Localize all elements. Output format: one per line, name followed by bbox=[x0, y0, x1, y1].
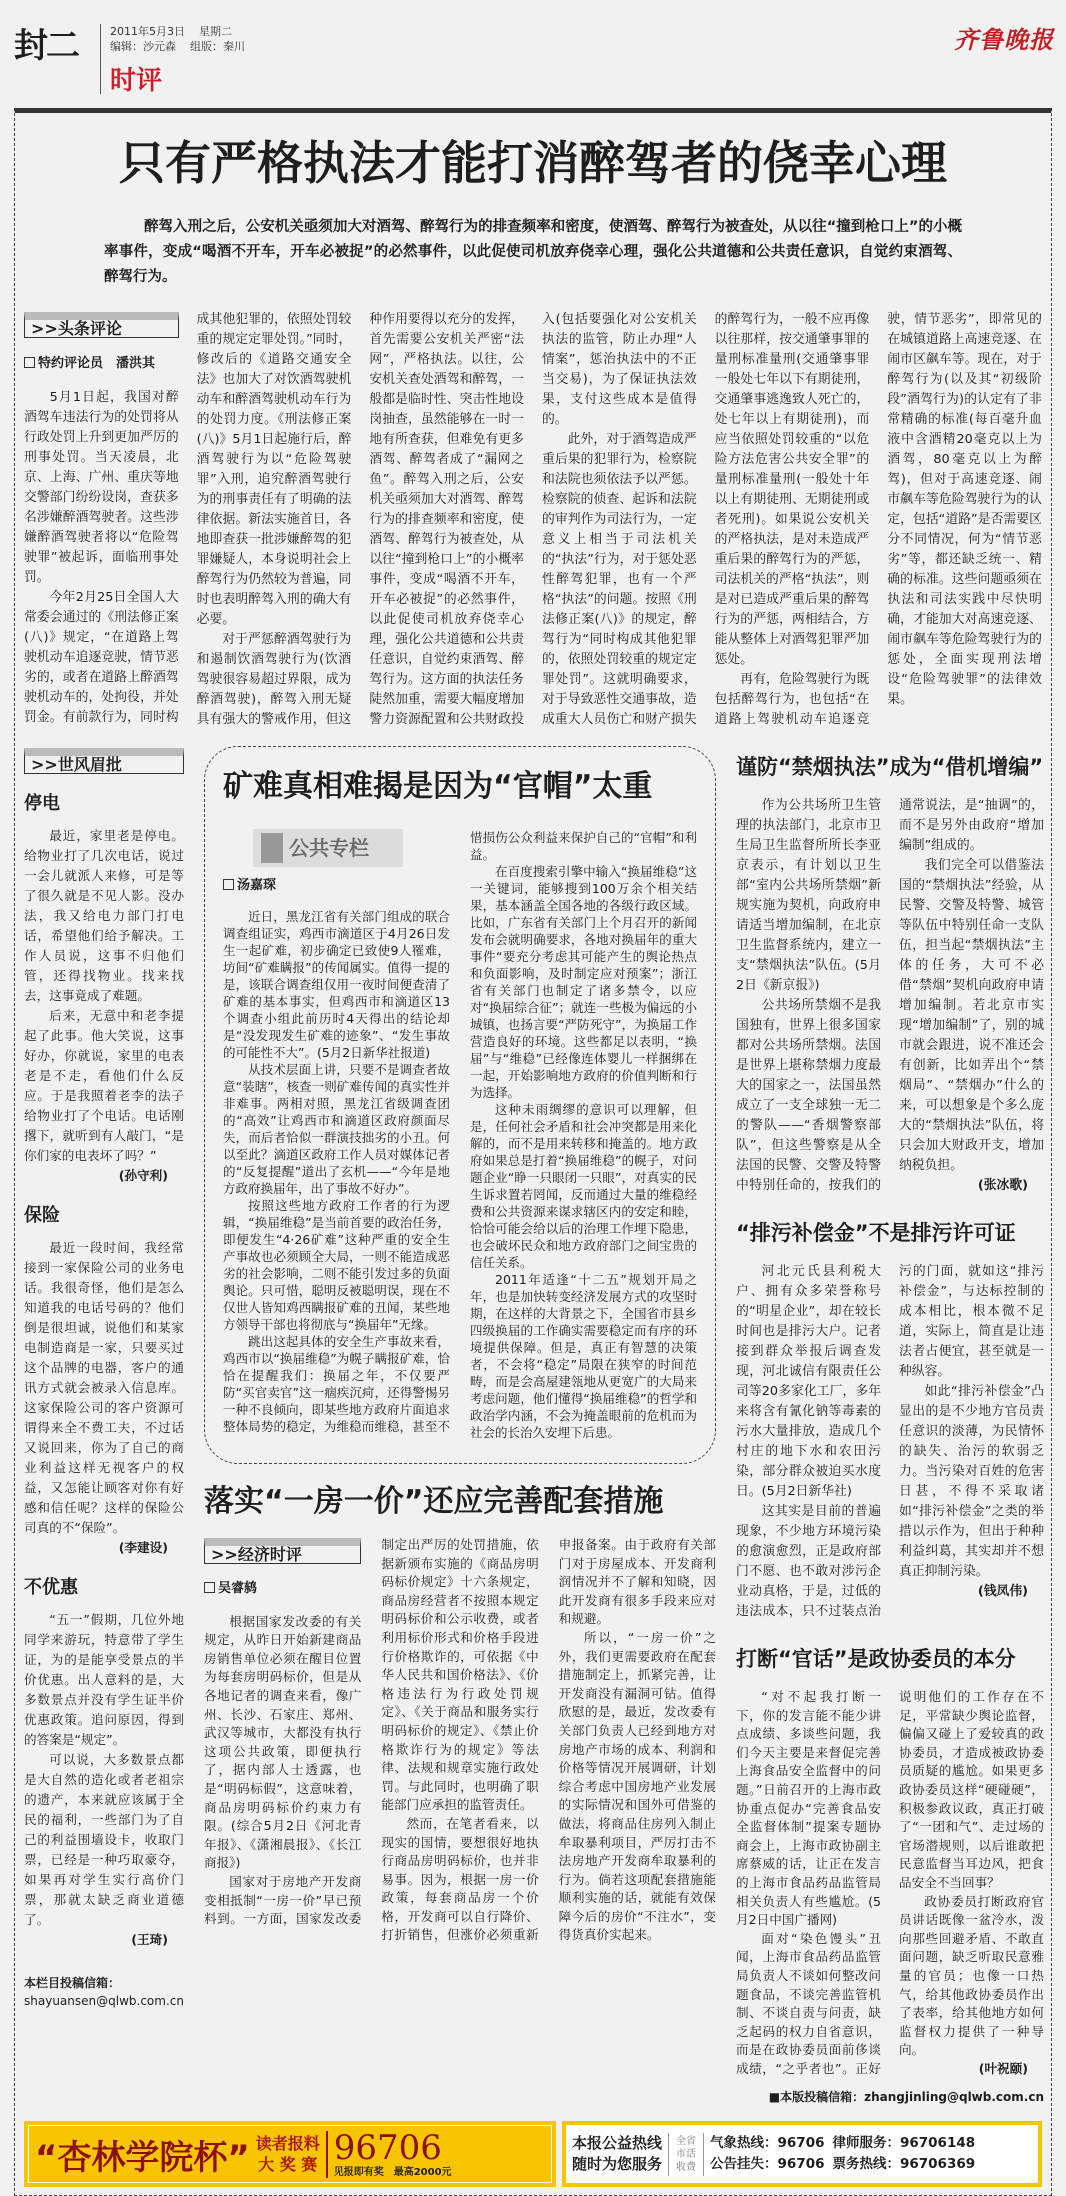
submission-email[interactable]: shayuansen@qlwb.com.cn bbox=[24, 1994, 184, 2008]
page-frame bbox=[14, 108, 1052, 2196]
talk-article-title: 打断“官话”是政协委员的本分 bbox=[736, 1647, 1016, 1671]
author: (叶祝颐) bbox=[978, 2060, 1028, 2076]
paragraph: 河北元氏县利税大户、拥有众多荣誉称号的“明星企业”，却在较长时间也是排污大户。记者接到群众举报后调查发现，河北诚信有限责任公司等20多家化工厂，多年来将含有氰化钠等毒素的污水大量排放，造成几个村庄的地下水和农田污染，部分群众被迫买水度日。(5月2日新华社) bbox=[736, 1264, 881, 1499]
hotline-ad bbox=[562, 2121, 1042, 2187]
byline-text: 特约评论员 潘洪其 bbox=[38, 356, 156, 371]
headline-body bbox=[24, 310, 1042, 730]
paragraph: 按照这些地方政府工作者的行为逻辑，“换届维稳”是当前首要的政治任务，即便发生“4·26矿难”这种严重的安全生产事故也必须顾全大局，一则不能造成恶劣的社会影响，二则不能引发过多的负面舆论。只可惜，聪明反被聪明误，现在不仅世人皆知鸡西瞒报矿难的丑闻，某些地方领导干部也将彻底与“换届年”无缘。 bbox=[223, 1198, 450, 1332]
author: (李建设) bbox=[118, 1540, 168, 1555]
center-column bbox=[204, 746, 716, 1945]
contest-subtitle bbox=[256, 2133, 320, 2175]
paragraph: 如此“排污补偿金”凸显出的是不少地方官员责任意识的淡薄，为民情怀的缺失、治污的软弱乏力。当污染对百姓的危害日甚，不得不采取诸如“排污补偿金”之类的举措以示作为，但出于种种利益纠葛，其实却并不想真正抑制污染。 bbox=[899, 1384, 1044, 1579]
featured-article-title: 矿难真相难揭是因为“官帽”太重 bbox=[223, 769, 653, 804]
byline bbox=[223, 877, 450, 894]
paragraph: 这种未雨绸缪的意识可以理解，但是，任何社会矛盾和社会冲突都是用来化解的，而不是用来转移和掩盖的。地方政府如果总是打着“换届维稳”的幌子，对问题企业“睁一只眼闭一只眼”，对真实的民生诉求置若罔闻，反而通过大量的维稳经费和公共资源来谋求辖区内的安定和睦，恰恰可能会给以后的治理工作埋下隐患，也会破坏民众和地方政府部门之间宝贵的信任关系。 bbox=[470, 1102, 697, 1270]
layout-editor: 组版：秦川 bbox=[190, 40, 245, 53]
house-article-title: 落实“一房一价”还应完善配套措施 bbox=[204, 1484, 664, 1519]
smoke-article-body bbox=[736, 796, 1044, 1196]
author: (孙守利) bbox=[118, 1168, 168, 1183]
paragraph: 今年2月25日全国人大常委会通过的《刑法修正案(八)》规定，“在道路上驾驶机动车追逐竞驶，情节恶劣的，或者在道路上醉酒驾驶机动车的，处拘役，并处罚金。有前款行为，同时构成其他犯罪的，依照处罚较重的规定定罪处罚。”同时，修改后的《道路交通安全法》也加大了对饮酒驾驶机动车和醉酒驾驶机动车行为的处罚力度。《刑法修正案(八)》5月1日起施行后，醉酒驾驶行为以“危险驾驶罪”入刑，追究醉酒驾驶行为的刑事责任有了明确的法律依据。新法实施首日，各地即查获一批涉嫌醉驾的犯罪嫌疑人，本身说明社会上醉驾行为仍然较为普遍，同时也表明醉驾入刑的确大有必要。 bbox=[24, 312, 352, 725]
item-title: 保险 bbox=[24, 1205, 60, 1226]
weekday: 星期二 bbox=[199, 25, 232, 38]
service-line-2: 随时为您服务 bbox=[572, 2155, 663, 2174]
paragraph: 根据国家发改委的有关规定，从昨日开始新建商品房销售单位必须在醒目位置为每套房明码标价，但是从各地记者的调查来看，像广州、长沙、石家庄、郑州、武汉等城市，大都没有执行这项公共政策，即便执行了，据内部人士透露，也是“明码标假”，这意味着，商品房明码标价约束力有限。(综合5月2日《河北青年报》、《潇湘晨报》、《长江商报》) bbox=[204, 1613, 362, 1871]
submission-email-label: 本栏目投稿信箱： bbox=[24, 1976, 121, 1990]
item-body bbox=[24, 1610, 184, 1930]
paragraph: 面对“染色馒头”丑闻，上海市食品药品监管局负责人不谈如何整改问题食品，不谈完善监管机制、不谈自责与问责，缺乏起码的权力自省意识，而是在政协委员面前侈谈成绩，“之乎者也”。正好说明他们的工作存在不足，平常缺少舆论监督，偏偏又碰上了爱较真的政协委员，才造成被政协委员质疑的尴尬。如果更多政协委员这样“硬碰硬”，积极参政议政，真正打破了“一团和气”、走过场的官场潜规则，以后谁敢把民意监督当耳边风，把食品安全不当回事？ bbox=[736, 1689, 1044, 2076]
paragraph: 我们完全可以借鉴法国的“禁烟执法”经验，从民警、交警及特警、城管等队伍中特别任命一支队伍，担当起“禁烟执法”主体的任务，大可不必借“禁烟”契机向政府申请增加编制。若北京市实现“增加编制”了，别的城市就会跟进，说不准还会有创新，比如弄出个“禁烟局”、“禁烟办”什么的来，可以想象是个多么庞大的“禁烟执法”队伍，将只会加大财政开支，增加纳税负担。 bbox=[899, 858, 1044, 1173]
item-title: 不优惠 bbox=[24, 1577, 78, 1598]
paragraph: 后来，无意中和老李提起了此事。他大笑说，这事好办，你就说，家里的电表老是不走，看他们什么反应。于是我照着老李的法子给物业打了个电话。电话刚撂下，就听到有人敲门，“是你们家的电表坏了吗？” bbox=[24, 1008, 184, 1163]
byline bbox=[24, 354, 179, 374]
masthead bbox=[0, 0, 1066, 108]
fee-note: 全省市话收费 bbox=[668, 2133, 704, 2176]
hotline-number: 96706 bbox=[333, 2127, 442, 2168]
email-label: 本版投稿信箱： bbox=[780, 2090, 865, 2105]
right-column bbox=[736, 746, 1044, 2105]
service-slogan bbox=[572, 2133, 662, 2175]
section-label-headline-comment: >>头条评论 bbox=[24, 312, 179, 338]
paragraph: “对不起我打断一下，你的发言能不能少讲点成绩、多谈些问题，我们今天主要是来督促完善上海食品安全监督中的问题。”日前召开的上海市政协重点促办“完善食品安全监督体制”提案专题协商会上，上海市政协副主席蔡威的话，让正在发言的上海市食品药品监管局相关负责人有些尴尬。(5月2日中国广播网) bbox=[736, 1689, 881, 1928]
box-icon bbox=[223, 879, 234, 890]
paragraph: 此外，对于酒驾造成严重后果的犯罪行为，检察院和法院也须依法予以严惩。检察院的侦查、起诉和法院的审判作为司法行为，一定意义上相当于司法机关的“执法”行为，对于惩处恶性醉驾犯罪，也有一个严格“执法”的问题。按照《刑法修正案(八)》的规定，醉驾行为“同时构成其他犯罪的，依照处罚较重的规定定罪处罚”。这就明确要求，对于导致恶性交通事故，造成重大人员伤亡和财产损失的醉驾行为，一般不应再像以往那样，按交通肇事罪的量刑标准量刑(交通肇事罪一般处七年以下有期徒刑，交通肇事逃逸致人死亡的，处七年以上有期徒刑)，而应当依照处罚较重的“以危险方法危害公共安全罪”的量刑标准量刑(一般处十年以上有期徒刑、无期徒刑或者死刑)。如果说公安机关的严格执法，是对未造成严重后果的醉驾行为的严惩，司法机关的严格“执法”，则是对已造成严重后果的醉驾行为的严惩，两相结合，方能从整体上对酒驾犯罪严加惩处。 bbox=[541, 312, 870, 727]
notice-hotline: 公告挂失：96706 bbox=[710, 2156, 825, 2173]
public-column-logo bbox=[253, 829, 403, 867]
submission-email-block bbox=[24, 1974, 184, 2010]
featured-article-box bbox=[204, 746, 716, 1464]
section-label-world-comment: >>世风眉批 bbox=[24, 748, 184, 774]
editor: 编辑：沙元森 bbox=[110, 40, 176, 53]
paragraph: 国家对于房地产开发商变相抵制“一房一价”早已预料到。一方面，国家发改委制定出严厉的处罚措施，依据新颁布实施的《商品房明码标价规定》十六条规定，商品房经营者不按照本规定明码标价和公示收费，或者利用标价形式和价格手段进行价格欺诈的，可依据《中华人民共和国价格法》、《价格违法行为行政处罚规定》、《关于商品和服务实行明码标价的规定》、《禁止价格欺诈行为的规定》等法律、法规和规章实施行政处罚。与此同时，也明确了职能部门应承担的监管责任。 bbox=[204, 1537, 539, 1927]
page-submission-email[interactable]: ■本版投稿信箱：zhangjinling@qlwb.com.cn bbox=[768, 2090, 1044, 2105]
headline: 只有严格执法才能打消醉驾者的侥幸心理 bbox=[119, 136, 947, 190]
column-logo-text: 公共专栏 bbox=[289, 836, 369, 860]
paragraph: 然而，在笔者看来，以现实的国情，要想很好地执行商品房明码标价，也并非易事。因为，根据一房一价政策，每套商品房一个价格，开发商可以自行降价、打折销售，但涨价必须重新申报备案。由于政府有关部门对于房屋成本、开发商利润情况并不了解和知晓，因此开发商有很多手段来应对和规避。 bbox=[381, 1537, 716, 1943]
paragraph: 对于严惩醉酒驾驶行为和遏制饮酒驾驶行为(饮酒驾驶很容易超过界限，成为醉酒驾驶)，醉驾入刑无疑具有强大的警戒作用，但这种作用要得以充分的发挥，首先需要公安机关严密“法网”，严格执法。以往，公安机关查处酒驾和醉驾，一般都是临时性、突击性地设岗抽查，虽然能够在一时一地有所查获，但难免有更多酒驾、醉驾者成了“漏网之鱼”。醉驾入刑之后，公安机关亟须加大对酒驾、醉驾行为的排查频率和密度，使酒驾、醉驾行为被查处，从以往“撞到枪口上”的小概率事件，变成“喝酒不开车，开车必被捉”的必然事件，以此促使司机放弃侥幸心理，强化公共道德和公共责任意识，自觉约束酒驾、醉驾行为。这方面的执法任务陡然加重，需要大幅度增加警力资源配置和公共财政投入(包括要强化对公安机关执法的监管，防止办理“人情案”，惩治执法中的不正当交易)，为了保证执法效果，支付这些成本是值得的。 bbox=[196, 312, 697, 727]
paragraph: 近日，黑龙江省有关部门组成的联合调查组证实，鸡西市滴道区于4月26日发生一起矿难，初步确定已致使9人罹难，坊间“矿难瞒报”的传闻属实。值得一提的是，该联合调查组仅用一夜时间便查清了矿难的基本事实，但鸡西市和滴道区13个调查小组此前历时4天得出的结论却是“没发现发生矿难的迹象”、“发生事故的可能性不大”。(5月2日新华社报道) bbox=[223, 909, 450, 1060]
author: (王琦) bbox=[131, 1932, 168, 1947]
paragraph: 5月1日起，我国对醉酒驾车违法行为的处罚将从行政处罚上升到更加严厉的刑事处罚。当天凌晨，北京、上海、广州、重庆等地交警部门纷纷设岗，查获多名涉嫌醉酒驾驶者。这些涉嫌醉酒驾驶者将以“危险驾驶罪”被起诉，面临刑事处罚。 bbox=[24, 390, 179, 585]
author: (张冰歌) bbox=[977, 1178, 1028, 1193]
featured-article-body bbox=[223, 829, 697, 1441]
email: zhangjinling@qlwb.com.cn bbox=[864, 2090, 1044, 2105]
paragraph: 可以说，大多数景点都是大自然的造化或者老祖宗的遗产，本来就应该属于全民的福利，一些部门为了自己的利益围墙设卡，收取门票，已经是一种巧取豪夺，如果再对学生实行高价门票，那就太缺乏商业道德了。 bbox=[24, 1752, 184, 1927]
item-body bbox=[24, 1238, 184, 1538]
sewage-article-title: “排污补偿金”不是排污许可证 bbox=[736, 1221, 1016, 1245]
contest-line-1: 读者报料 bbox=[255, 2134, 320, 2154]
headline-lead: 醉驾入刑之后，公安机关亟须加大对酒驾、醉驾行为的排查频率和密度，使酒驾、醉驾行为被查处，从以往“撞到枪口上”的小概率事件，变成“喝酒不开车，开车必被捉”的必然事件，以此促使司机放弃侥幸心理，强化公共道德和公共责任意识，自觉约束酒驾、醉驾行为。 bbox=[104, 219, 962, 285]
paragraph: “五一”假期，几位外地同学来游玩，特意带了学生证，为的是能享受景点的半价优惠。出人意料的是，大多数景点并没有学生证半价优惠政策。追问原因，得到的答案是“规定”。 bbox=[24, 1612, 184, 1747]
paragraph: 从技术层面上讲，只要不是调查者故意“装瞎”，核查一则矿难传闻的真实性并非难事。两相对照，黑龙江省级调查团的“高效”让鸡西市和滴道区政府颜面尽失，而后者恰似一群演技拙劣的小丑。何以至此？滴道区政府工作人员对媒体记者的“反复提醒”道出了玄机——“今年是地方政府换届年，出了事故不好办”。 bbox=[223, 1062, 450, 1196]
box-icon bbox=[24, 357, 35, 368]
lower-section bbox=[24, 746, 1042, 2105]
newspaper-logo: 齐鲁晚报 bbox=[954, 25, 1054, 54]
paragraph: 在百度搜索引擎中输入“换届维稳”这一关键词，能够搜到100万余个相关结果，基本涵盖全国各地的各级行政区域。比如，广东省有关部门上个月召开的新闻发布会就明确要求，各地对换届年的重大事件“要充分考虑其可能产生的舆论热点和负面影响，及时制定应对预案”；浙江省有关部门也制定了诸多禁令，以应对“换届综合征”；就连一些极为偏远的小城镇，也扬言要“严防死守”，为换届工作营造良好的环境。这些都足以表明，“换届”与“维稳”已经像连体婴儿一样捆绑在一起，开始影响地方政府的价值判断和行为选择。 bbox=[470, 864, 697, 1100]
author: (钱凤伟) bbox=[977, 1584, 1028, 1599]
column-name: 时评 bbox=[110, 66, 163, 96]
paragraph: 所以，“一房一价”之外，我们更需要政府在配套措施制定上，抓紧完善，让开发商没有漏洞可钻。值得欣慰的是，最近，发改委有关部门负责人已经到地方对房地产市场的成本、利润和价格等情况开展调研，计划综合考虑中国房地产业发展的实际情况和国外可借鉴的做法，将商品住房列入制止牟取暴利项目，严厉打击不法房地产开发商牟取暴利的行为。倘若这项配套措施能顺利实施的话，就能有效保障今后的房价“不注水”，变得货真价实起来。 bbox=[558, 1629, 716, 1943]
left-column bbox=[24, 746, 184, 2010]
prize-text: 见报即有奖 最高2000元 bbox=[333, 2166, 452, 2178]
service-line-1: 本报公益热线 bbox=[572, 2134, 663, 2153]
paragraph: 这其实是目前的普遍现象，不少地方环境污染的愈演愈烈，正是政府部门不愿、也不敢对涉污企业动真格，于是，过低的违法成本，只不过装点治污的门面，就如这“排污补偿金”，与达标控制的成本相比，根本微不足道，实际上，简直是让违法者占便宜，甚至就是一种纵容。 bbox=[736, 1264, 1044, 1619]
divider bbox=[100, 24, 101, 94]
column-logo-icon bbox=[261, 833, 283, 863]
house-article-body bbox=[204, 1536, 716, 1945]
sewage-article-body bbox=[736, 1262, 1044, 1622]
byline-text: 吴睿鸫 bbox=[218, 1581, 258, 1596]
item-title: 停电 bbox=[24, 793, 60, 814]
issue-date: 2011年5月3日 bbox=[110, 25, 185, 38]
paragraph: 最近，家里老是停电。给物业打了几次电话，说过一会儿就派人来修，可是等了很久就是不见人影。没办法，我又给电力部门打电话，希望他们给予解决。工作人员说，这事不归他们管，还得找物业。找来找去，这事竟成了难题。 bbox=[24, 828, 184, 1003]
lawyer-hotline: 律师服务：96706148 bbox=[832, 2135, 976, 2152]
dateline bbox=[110, 24, 259, 54]
paragraph: 作为公共场所卫生管理的执法部门，北京市卫生局卫生监督所所长李亚京表示，有计划以卫生部“室内公共场所禁烟”新规实施为契机，向政府申请适当增加编制，在北京卫生监督系统内，建立一支“禁烟执法”队伍。(5月2日《新京报》) bbox=[736, 798, 881, 993]
paragraph: 跳出这起具体的安全生产事故来看，鸡西市以“换届维稳”为幌子瞒报矿难，恰恰在提醒我们：换届之年，不仅要严防“买官卖官”这一痼疾沉疴，还得警惕另一种不良倾向，即某些地方政府片面追求整体局势的稳定，为维稳而维稳，甚至不惜损伤公众利益来保护自己的“官帽”和利益。 bbox=[223, 830, 697, 1434]
hotline-block bbox=[326, 2127, 452, 2178]
paragraph: 政协委员打断政府官员讲话既像一盆冷水，泼向那些回避矛盾、不敢直面问题，缺乏听取民意雅量的官员；也像一口热气，给其他政协委员作出了表率，给其他地方如何监督权力提供了一种导向。 bbox=[899, 1893, 1044, 2058]
contest-ad[interactable] bbox=[24, 2121, 556, 2187]
weather-hotline: 气象热线：96706 bbox=[710, 2135, 825, 2152]
item-body bbox=[24, 826, 184, 1166]
section-label-economy-comment: >>经济时评 bbox=[204, 1538, 361, 1564]
paragraph: 最近一段时间，我经常接到一家保险公司的业务电话。我很奇怪，他们是怎么知道我的电话号码的？他们倒是很坦诚，说他们和某家电制造商是一家，只要买过这个品牌的电器，客户的通讯方式就会被录入信息库。这家保险公司的客户资源可谓得来全不费工夫，不过话又说回来，你为了自己的商业利益这样无视客户的权益，又怎能让顾客对你有好感和信任呢？这样的保险公司真的不“保险”。 bbox=[24, 1240, 184, 1535]
smoke-article-title: 谨防“禁烟执法”成为“借机增编” bbox=[736, 755, 1044, 779]
box-icon bbox=[204, 1582, 215, 1593]
byline bbox=[204, 1580, 361, 1599]
contest-line-2: 大 奖 赛 bbox=[258, 2155, 318, 2175]
contest-name: “杏林学院杯” bbox=[35, 2137, 250, 2178]
paragraph: 再有，危险驾驶行为既包括醉驾行为，也包括“在道路上驾驶机动车追逐竞驶，情节恶劣”，即常见的在城镇道路上高速竞逐、在闹市区飙车等。现在，对于醉驾行为(以及其“初级阶段”酒驾行为)的认定有了非常精确的标准(每百毫升血液中含酒精20毫克以上为酒驾，80毫克以上为醉驾)，但对于高速竞逐、闹市飙车等危险驾驶行为的认定，包括“道路”是否需要区分不同情况，何为“情节恶劣”等，都还缺乏统一、精确的标准。这些问题亟须在执法和司法实践中尽快明确，才能加大对高速竞逐、闹市飙车等危险驾驶行为的惩处，全面实现刑法增设“危险驾驶罪”的法律效果。 bbox=[714, 312, 1042, 727]
ticket-hotline: 票务热线：96706369 bbox=[832, 2156, 976, 2173]
paragraph: 2011年适逢“十二五”规划开局之年，也是加快转变经济发展方式的攻坚时期，在这样的大背景之下，全国省市县乡四级换届的工作确实需要稳定而有序的环境提供保障。但是，真正有智慧的决策者，不会将“稳定”局限在狭窄的时间范畴，而是会高屋建瓴地从更宽广的大局来考虑问题，他们懂得“换届维稳”的哲学和政治学内涵，不会为掩盖眼前的危机而为社会的长治久安埋下后患。 bbox=[470, 1272, 697, 1440]
hotline-list bbox=[710, 2133, 983, 2175]
byline-text: 汤嘉琛 bbox=[237, 878, 277, 893]
talk-article-body bbox=[736, 1688, 1044, 2078]
page-section-name: 封二 bbox=[14, 26, 78, 66]
ad-bar bbox=[24, 2121, 1042, 2187]
paragraph: 公共场所禁烟不是我国独有，世界上很多国家都对公共场所禁烟。法国是世界上堪称禁烟力度最大的国家之一，法国虽然成立了一支全球独一无二的警队——“香烟警察部队”，但这些警察是从全法国的民警、交警及特警中特别任命的，按我们的通常说法，是“抽调”的，而不是另外由政府“增加编制”组成的。 bbox=[736, 798, 1044, 1193]
